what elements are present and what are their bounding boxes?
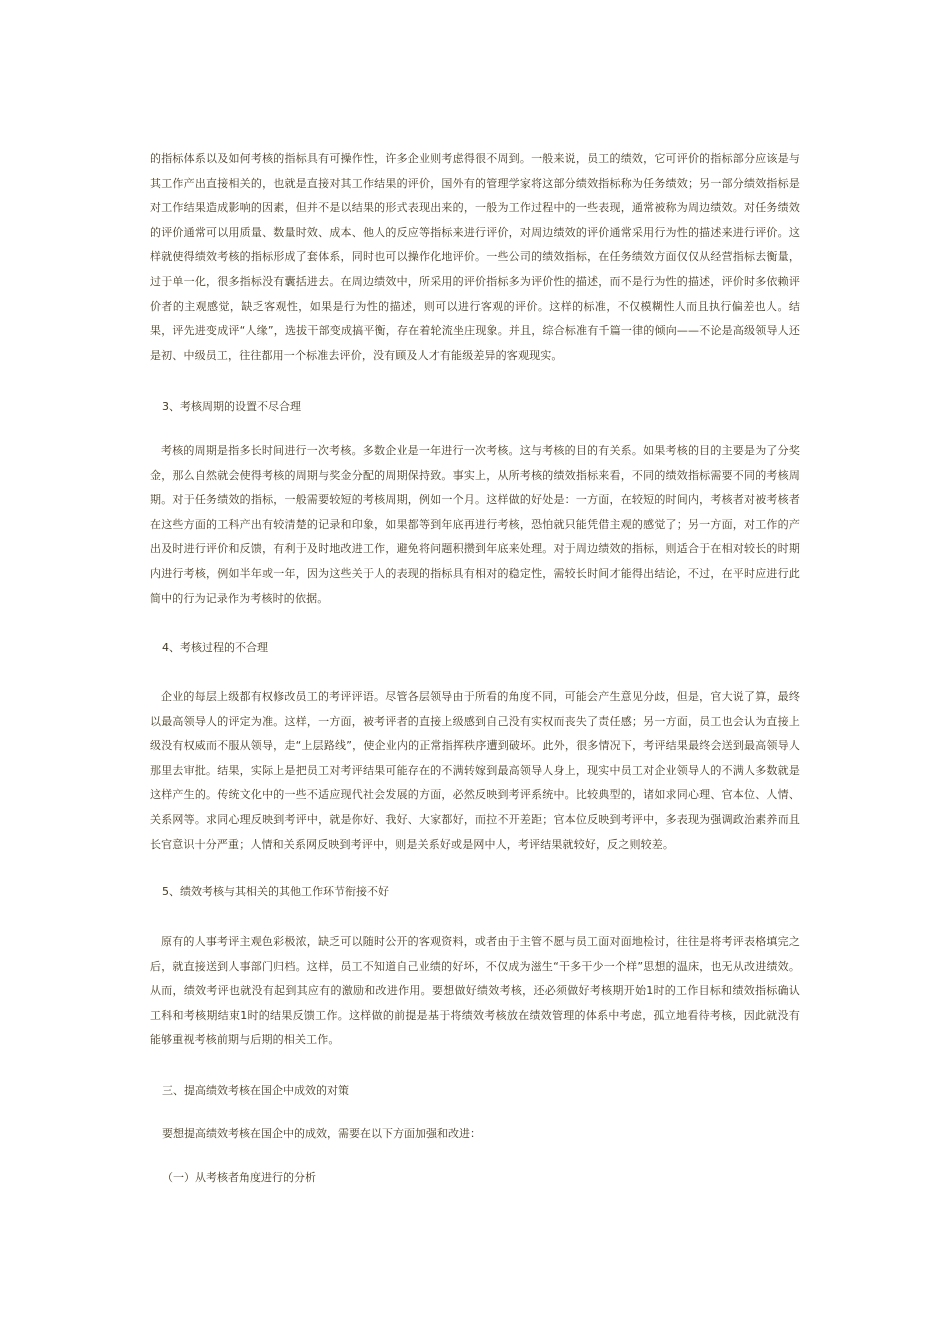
body-paragraph: 企业的每层上级都有权修改员工的考评评语。尽管各层领导由于所看的角度不同，可能会产生意见分歧，但是，官大说了算，最终以最高领导人的评定为准。这样，一方面，被考评者的直接上级感到自己没有实权而丧失了责任感；另一方面，员工也会认为直接上级没有权威而不服从领导，走“上层路线”，使企业内的正常指挥秩序遭到破坏。此外，很多情况下，考评结果最终会送到最高领导人那里去审批。结果，实际上是把员工对考评结果可能存在的不满转嫁到最高领导人身上，现实中员工对企业领导人的不满人多数就是这样产生的。传统文化中的一些不适应现代社会发展的方面，必然反映到考评系统中。比较典型的，诸如求同心理、官本位、人情、关系网等。求同心理反映到考评中，就是你好、我好、大家都好，而拉不开差距；官本位反映到考评中，多表现为强调政治素养而且长官意识十分严重；人情和关系网反映到考评中，则是关系好或是网中人，考评结果就较好，反之则较差。 xyxy=(150,690,800,851)
section-heading: 5、绩效考核与其相关的其他工作环节衔接不好 xyxy=(162,885,389,898)
section-heading: （一）从考核者角度进行的分析 xyxy=(162,1171,316,1184)
body-paragraph: 考核的周期是指多长时间进行一次考核。多数企业是一年进行一次考核。这与考核的目的有关系。如果考核的目的主要是为了分奖金，那么自然就会使得考核的周期与奖金分配的周期保持致。事实上，从所考核的绩效指标来看，不同的绩效指标需要不同的考核周期。对于任务绩效的指标，一般需要较短的考核周期，例如一个月。这样做的好处是：一方面，在较短的时间内，考核者对被考核者在这些方面的工科产出有较清楚的记录和印象，如果都等到年底再进行考核，恐怕就只能凭借主观的感觉了；另一方面，对工作的产出及时进行评价和反馈，有利于及时地改进工作，避免将问题积攒到年底来处理。对于周边绩效的指标，则适合于在相对较长的时期内进行考核，例如半年或一年，因为这些关于人的表现的指标具有相对的稳定性，需较长时间才能得出结论，不过，在平时应进行此简中的行为记录作为考核时的依据。 xyxy=(150,444,800,605)
body-paragraph: 要想提高绩效考核在国企中的成效，需要在以下方面加强和改进： xyxy=(162,1127,481,1140)
section-heading: 3、考核周期的设置不尽合理 xyxy=(162,400,301,413)
body-paragraph: 的指标体系以及如何考核的指标具有可操作性，许多企业则考虑得很不周到。一般来说，员工的绩效，它可评价的指标部分应该是与其工作产出直接相关的，也就是直接对其工作结果的评价，国外有的管理学家将这部分绩效指标称为任务绩效；另一部分绩效指标是对工作结果造成影响的因素，但并不是以结果的形式表现出来的，一般为工作过程中的一些表现，通常被称为周边绩效。对任务绩效的评价通常可以用质量、数量时效、成本、他人的反应等指标来进行评价，对周边绩效的评价通常采用行为性的描述来进行评价。这样就使得绩效考核的指标形成了套体系，同时也可以操作化地评价。一些公司的绩效指标，在任务绩效方面仅仅从经营指标去衡量，过于单一化，很多指标没有囊括进去。在周边绩效中，所采用的评价指标多为评价性的描述，而不是行为性的描述，评价时多依赖评价者的主观感觉，缺乏客观性，如果是行为性的描述，则可以进行客观的评价。这样的标准，不仅模糊性人而且执行偏差也人。结果，评先进变成评“人缘”，选拔干部变成搞平衡，存在着轮流坐庄现象。并且，综合标准有千篇一律的倾向——不论是高级领导人还是初、中级员工，往往都用一个标准去评价，没有顾及人才有能级差异的客观现实。 xyxy=(150,152,800,362)
section-heading: 4、考核过程的不合理 xyxy=(162,641,268,654)
section-heading: 三、提高绩效考核在国企中成效的对策 xyxy=(162,1084,349,1097)
body-paragraph: 原有的人事考评主观色彩极浓，缺乏可以随时公开的客观资料，或者由于主管不愿与员工面对面地检讨，往往是将考评表格填完之后，就直接送到人事部门归档。这样，员工不知道自己业绩的好坏，不仅成为滋生“干多干少一个样”思想的温床，也无从改进绩效。从而，绩效考评也就没有起到其应有的激励和改进作用。要想做好绩效考核，还必须做好考核期开始1时的工作目标和绩效指标确认工科和考核期结束1时的结果反馈工作。这样做的前提是基于将绩效考核放在绩效管理的体系中考虑，孤立地看待考核，因此就没有能够重视考核前期与后期的相关工作。 xyxy=(150,935,800,1047)
